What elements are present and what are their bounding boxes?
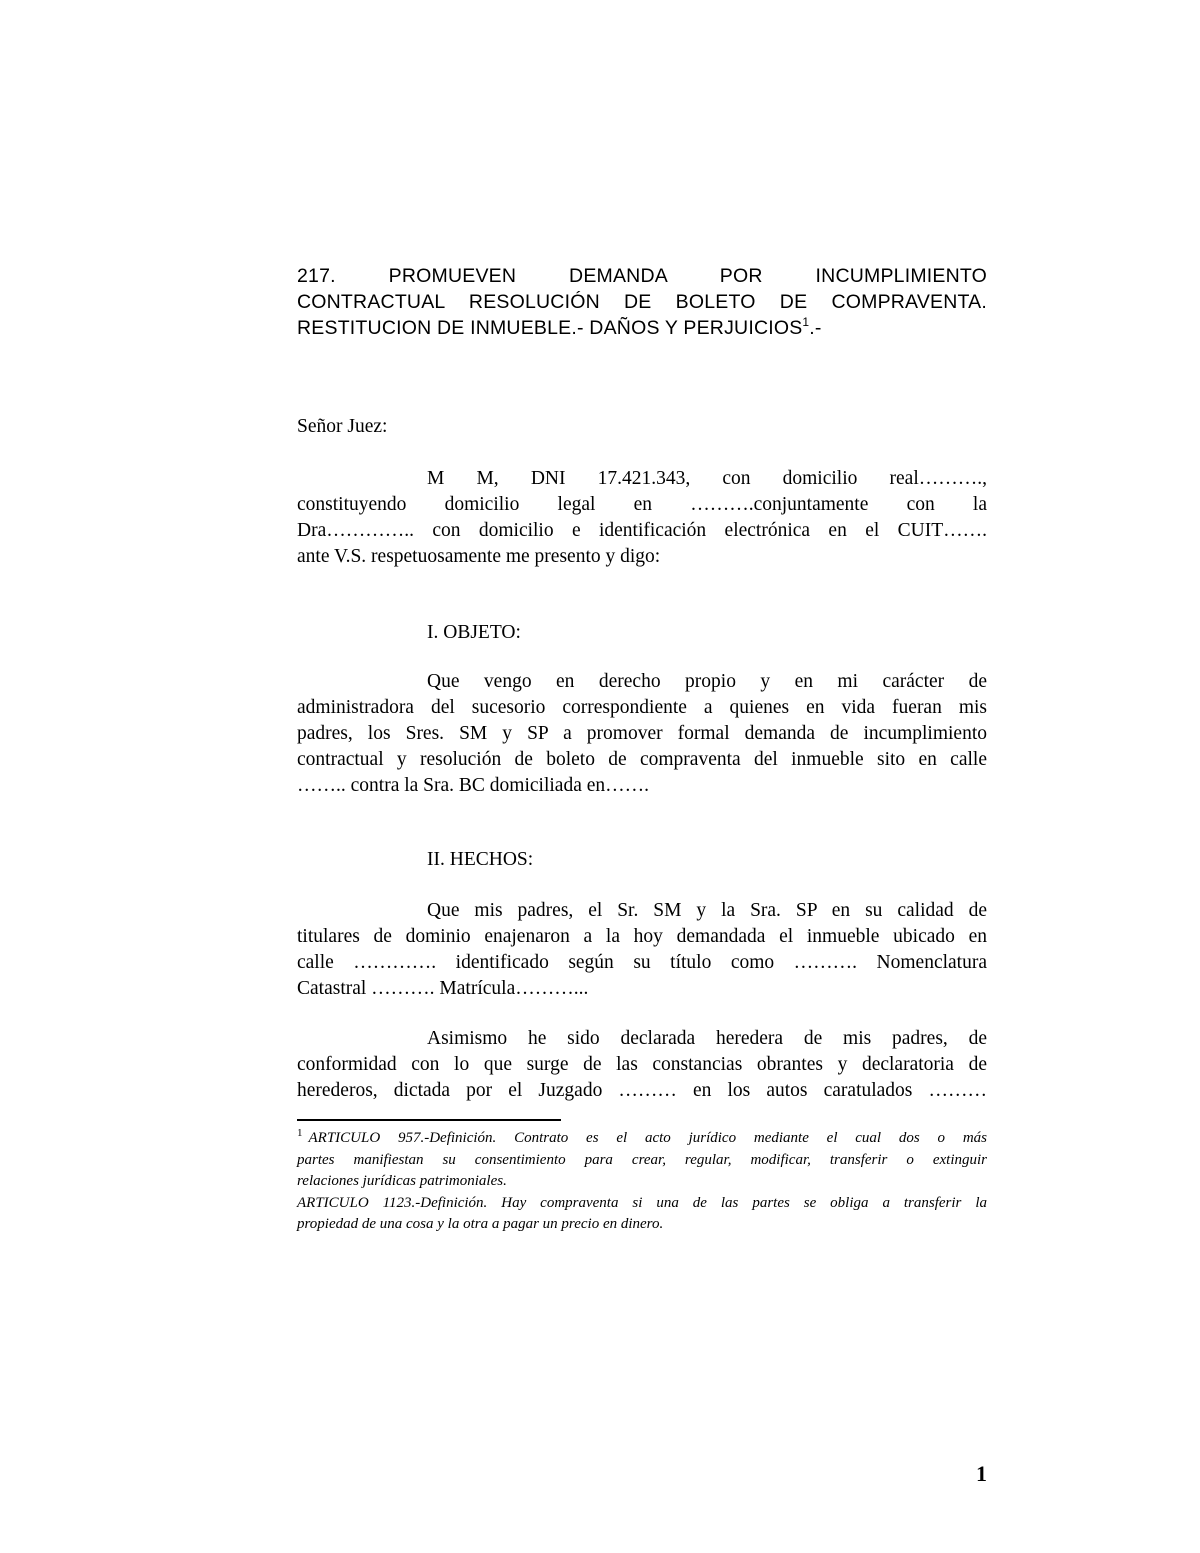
footnote-line: ARTICULO 1123.-Definición. Hay compraventa si una de las partes se obliga a transferir la	[297, 1194, 987, 1211]
footnote-line-text: ARTICULO 957.-Definición. Contrato es el acto jurídico mediante el cual dos o más	[308, 1130, 987, 1146]
paragraph-line: Catastral ………. Matrícula………...	[297, 978, 589, 999]
paragraph-line: constituyendo domicilio legal en ……….conjuntamente con la	[297, 494, 987, 515]
paragraph-line: titulares de dominio enajenaron a la hoy demandada el inmueble ubicado en	[297, 926, 987, 947]
hechos-paragraph-2	[297, 1026, 987, 1104]
paragraph-line: calle …………. identificado según su título como ………. Nomenclatura	[297, 952, 987, 973]
paragraph-line: Que vengo en derecho propio y en mi carácter de	[427, 671, 987, 692]
title-line: CONTRACTUAL RESOLUCIÓN DE BOLETO DE COMPRAVENTA.	[297, 291, 987, 313]
paragraph-line: Dra………….. con domicilio e identificación electrónica en el CUIT…….	[297, 520, 987, 541]
paragraph-line: contractual y resolución de boleto de compraventa del inmueble sito en calle	[297, 749, 987, 770]
paragraph-line: ante V.S. respetuosamente me presento y digo:	[297, 546, 661, 567]
title-line: 217. PROMUEVEN DEMANDA POR INCUMPLIMIENTO	[297, 265, 987, 287]
paragraph-line: Que mis padres, el Sr. SM y la Sra. SP en su calidad de	[427, 900, 987, 921]
section-heading-objeto: I. OBJETO:	[427, 622, 521, 643]
paragraph-line: administradora del sucesorio correspondiente a quienes en vida fueran mis	[297, 697, 987, 718]
footnote-reference[interactable]: 1	[802, 315, 810, 329]
title-line	[297, 315, 987, 341]
footnote-line: partes manifiestan su consentimiento para crear, regular, modificar, transferir o extinguir	[297, 1151, 987, 1168]
footnote-mark: 1	[297, 1127, 303, 1139]
salutation	[297, 414, 987, 440]
title-line-text: RESTITUCION DE INMUEBLE.- DAÑOS Y PERJUICIOS	[297, 317, 803, 339]
paragraph-line: padres, los Sres. SM y SP a promover formal demanda de incumplimiento	[297, 723, 987, 744]
footnote	[297, 1128, 987, 1236]
title-suffix: .-	[809, 317, 822, 339]
section-heading-hechos: II. HECHOS:	[427, 849, 534, 870]
intro-paragraph	[297, 466, 987, 570]
footnote-separator	[297, 1119, 561, 1121]
page-number: 1	[976, 1461, 987, 1486]
footnote-line	[297, 1128, 987, 1150]
paragraph-line: M M, DNI 17.421.343, con domicilio real……….,	[427, 468, 987, 489]
hechos-paragraph-1	[297, 898, 987, 1002]
paragraph-line: herederos, dictada por el Juzgado ……… en los autos caratulados ………	[297, 1080, 987, 1101]
paragraph-line: conformidad con lo que surge de las constancias obrantes y declaratoria de	[297, 1054, 987, 1075]
objeto-paragraph	[297, 669, 987, 799]
paragraph-line: …….. contra la Sra. BC domiciliada en…….	[297, 775, 650, 796]
paragraph-line: Asimismo he sido declarada heredera de mis padres, de	[427, 1028, 987, 1049]
salutation-text: Señor Juez:	[297, 416, 388, 437]
footnote-line: propiedad de una cosa y la otra a pagar un precio en dinero.	[297, 1216, 664, 1232]
footnote-line: relaciones jurídicas patrimoniales.	[297, 1173, 507, 1189]
document-title	[297, 263, 987, 341]
